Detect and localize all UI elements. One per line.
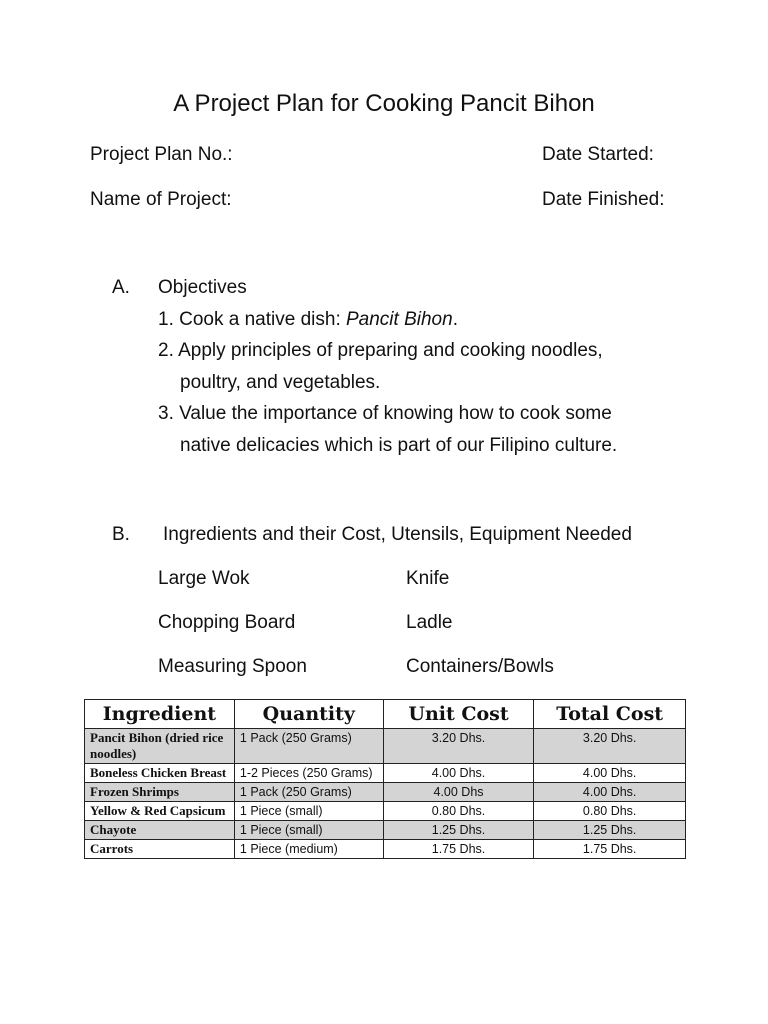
quantity-cell: 1 Pack (250 Grams)	[234, 783, 383, 802]
equipment-item: Ladle	[406, 612, 453, 633]
objectives-heading: Objectives	[158, 277, 247, 298]
table-header-row	[85, 700, 686, 729]
objective-item-3-line-2: native delicacies which is part of our Filipino culture.	[180, 435, 618, 456]
ingredient-cell: Pancit Bihon (dried rice noodles)	[85, 729, 235, 764]
unit-cost-cell: 0.80 Dhs.	[383, 802, 534, 821]
objective-item-3-line-1: 3. Value the importance of knowing how to cook some	[158, 403, 612, 424]
unit-cost-cell: 4.00 Dhs.	[383, 764, 534, 783]
quantity-cell: 1-2 Pieces (250 Grams)	[234, 764, 383, 783]
objective-1-text: 1. Cook a native dish:	[158, 309, 346, 330]
table-row	[85, 802, 686, 821]
ingredient-cell: Chayote	[85, 821, 235, 840]
total-cost-cell: 4.00 Dhs.	[534, 783, 686, 802]
objective-1-dish: Pancit Bihon	[346, 309, 453, 330]
table-row	[85, 783, 686, 802]
header-total-cost: Total Cost	[534, 700, 686, 729]
quantity-cell: 1 Pack (250 Grams)	[234, 729, 383, 764]
unit-cost-cell: 1.25 Dhs.	[383, 821, 534, 840]
ingredient-cell: Frozen Shrimps	[85, 783, 235, 802]
total-cost-cell: 0.80 Dhs.	[534, 802, 686, 821]
unit-cost-cell: 1.75 Dhs.	[383, 840, 534, 859]
document-title: A Project Plan for Cooking Pancit Bihon	[173, 90, 595, 117]
section-b-letter: B.	[112, 524, 130, 545]
objective-1-period: .	[452, 309, 458, 330]
equipment-item: Measuring Spoon	[158, 656, 307, 677]
project-name-label: Name of Project:	[90, 189, 232, 210]
equipment-item: Knife	[406, 568, 450, 589]
date-finished-label: Date Finished:	[542, 189, 665, 210]
total-cost-cell: 1.25 Dhs.	[534, 821, 686, 840]
total-cost-cell: 1.75 Dhs.	[534, 840, 686, 859]
quantity-cell: 1 Piece (medium)	[234, 840, 383, 859]
total-cost-cell: 3.20 Dhs.	[534, 729, 686, 764]
quantity-cell: 1 Piece (small)	[234, 802, 383, 821]
ingredient-cost-table	[84, 699, 686, 859]
ingredient-cell: Boneless Chicken Breast	[85, 764, 235, 783]
section-a-letter: A.	[112, 277, 130, 298]
ingredients-heading: Ingredients and their Cost, Utensils, Equipment Needed	[163, 524, 632, 545]
table-row	[85, 764, 686, 783]
unit-cost-cell: 3.20 Dhs.	[383, 729, 534, 764]
objective-item-1	[158, 309, 458, 331]
objective-item-2-line-1: 2. Apply principles of preparing and cooking noodles,	[158, 340, 603, 361]
unit-cost-cell: 4.00 Dhs	[383, 783, 534, 802]
total-cost-cell: 4.00 Dhs.	[534, 764, 686, 783]
ingredient-cell: Yellow & Red Capsicum	[85, 802, 235, 821]
equipment-item: Chopping Board	[158, 612, 296, 633]
equipment-item: Containers/Bowls	[406, 656, 554, 677]
table-row	[85, 821, 686, 840]
quantity-cell: 1 Piece (small)	[234, 821, 383, 840]
header-quantity: Quantity	[234, 700, 383, 729]
equipment-item: Large Wok	[158, 568, 250, 589]
table-row	[85, 840, 686, 859]
ingredient-cell: Carrots	[85, 840, 235, 859]
header-unit-cost: Unit Cost	[383, 700, 534, 729]
objective-item-2-line-2: poultry, and vegetables.	[180, 372, 381, 393]
date-started-label: Date Started:	[542, 144, 654, 165]
header-ingredient: Ingredient	[85, 700, 235, 729]
table-row	[85, 729, 686, 764]
plan-number-label: Project Plan No.:	[90, 144, 233, 165]
